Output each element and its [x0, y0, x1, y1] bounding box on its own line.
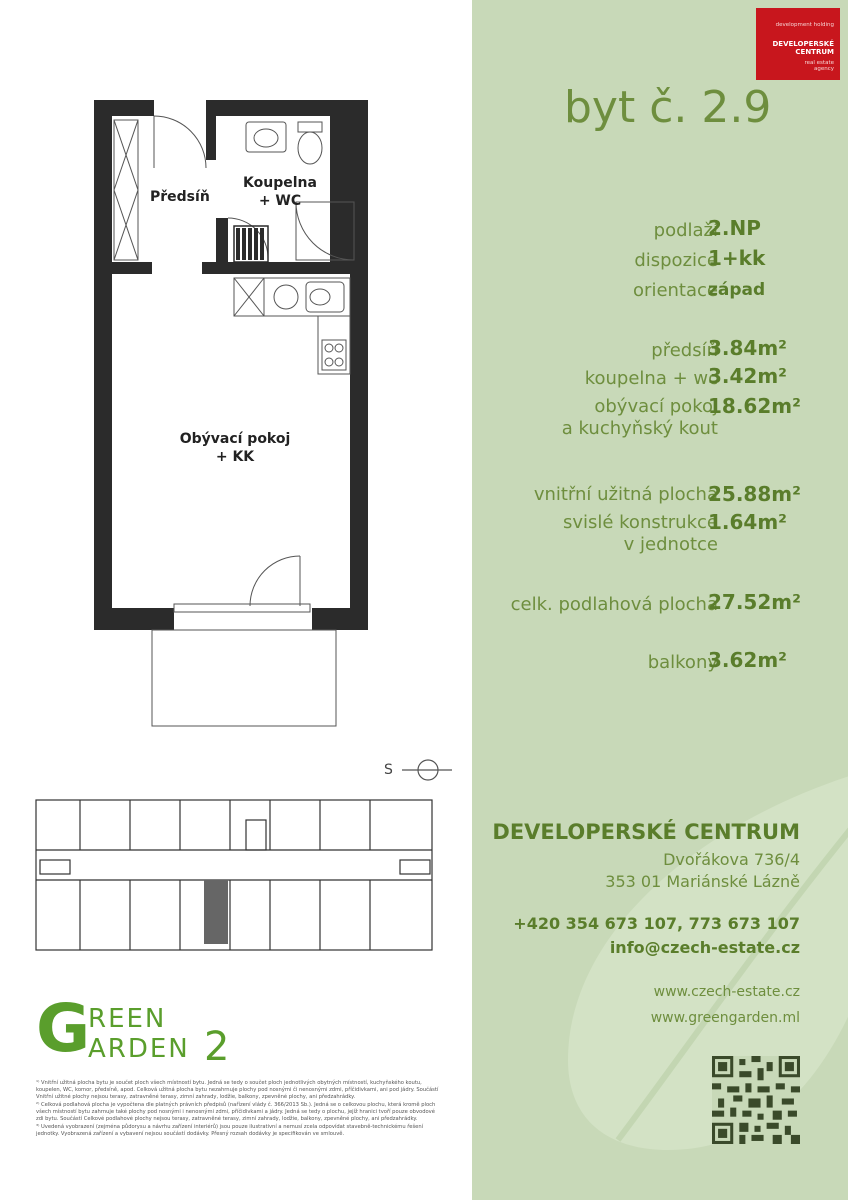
footnote-2: ²⁾ Celková podlahová plocha je vypočtena dle platných právních předpisů (nařízení vlády č. 366/2013 Sb.). Jedná se o celkovou plochu, která kromě ploch všech místností bytu zahrnuje také plochy pod nosnými i nenosnými zdmi, příčidivkami a jádry. Jedná se tedy o plochu, jejíž hranici tvoří pouze obvodové zdi bytu. Součástí Celkové podlahové plochy nejsou terasy, zatravněné terasy, zimní zahrady, lodžie, balkony, zpevněné plochy, ani předzahrádky. — [36, 1102, 436, 1122]
row-constructions — [472, 510, 848, 560]
floor-plan — [84, 92, 384, 732]
orientation-value: západ — [708, 280, 766, 300]
logo-number: 2 — [204, 1024, 230, 1070]
row-layout — [472, 246, 848, 276]
row-usable-area — [472, 482, 848, 512]
footnotes — [36, 1080, 444, 1139]
logo-g: G — [36, 990, 91, 1067]
agency-logo-line1: development holding — [775, 22, 834, 28]
floor-total-value: 27.52m² — [708, 590, 801, 614]
agency-logo-line2: DEVELOPERSKÉ CENTRUM — [772, 40, 834, 56]
company-city: 353 01 Mariánské Lázně — [605, 872, 800, 891]
room-bathroom-line1: Koupelna — [243, 175, 317, 191]
website-link-2[interactable]: www.greengarden.ml — [650, 1010, 800, 1026]
company-name: DEVELOPERSKÉ CENTRUM — [492, 820, 800, 844]
row-living — [472, 394, 848, 444]
orientation-label: orientace — [633, 280, 718, 301]
company-email[interactable]: info@czech-estate.cz — [609, 938, 800, 957]
balcony-value: 3.62m² — [708, 648, 787, 672]
logo-reen: REEN — [88, 1004, 167, 1034]
agency-logo-line3: real estate agency — [804, 60, 834, 72]
qr-code-icon[interactable] — [712, 1056, 800, 1144]
room-hall: Předsíň — [150, 189, 210, 205]
footnote-3: ³⁾ Uvedená vyobrazení (zejména půdorysu a návrhu zařízení interiérů) jsou pouze ilustrativní a nemusí zcela odpovídat stavebně-technickému řešení jednotky. Vyobrazená zařízení a vybavení nejsou součástí dodávky. Přesný rozsah dodávky je specifikován ve smlouvě. — [36, 1124, 424, 1137]
living-label: obývací pokoj — [594, 396, 718, 417]
row-floor — [472, 216, 848, 246]
constructions-label-2: v jednotce — [623, 534, 718, 555]
living-label-2: a kuchyňský kout — [561, 418, 718, 439]
row-orientation — [472, 278, 848, 308]
row-balcony — [472, 648, 848, 678]
usable-area-label: vnitřní užitná plocha — [533, 484, 718, 505]
row-floor-total — [472, 590, 848, 620]
constructions-value: 1.64m² — [708, 510, 787, 534]
site-plan — [20, 750, 460, 970]
constructions-label: svislé konstrukce — [562, 512, 718, 533]
footnote-1: ¹⁾ Vnitřní užitná plocha bytu je součet ploch všech místností bytu. Jedná se tedy o součet ploch jednotlivých obytných místností, kuchyňského koutu, koupelen, WC, komor, předsíně, apod. Celková užitná plocha bytu nezahrnuje plochy pod nosnými či nenosnými zdmi, příčidivkami, ani pod jádry. Součástí Vnitřní užitné plochy nejsou terasy, zatravněné terasy, zimní zahrady, lodžie, balkony, zpevněné plochy, ani předzahrádky. — [36, 1080, 439, 1100]
bathroom-label: koupelna + wc — [584, 368, 718, 389]
room-bathroom-line2: + WC — [258, 193, 302, 209]
row-bathroom — [472, 364, 848, 394]
logo-arden: ARDEN — [88, 1034, 190, 1064]
layout-label: dispozice — [634, 250, 718, 271]
hall-label: předsíň — [651, 340, 718, 361]
floor-value: 2.NP — [708, 216, 761, 240]
balcony-label: balkony — [647, 652, 718, 673]
apartment-title: byt č. 2.9 — [564, 82, 772, 133]
right-panel — [472, 0, 848, 1200]
company-phone[interactable]: +420 354 673 107, 773 673 107 — [513, 914, 800, 933]
compass-label: S — [384, 762, 393, 778]
bathroom-value: 3.42m² — [708, 364, 787, 388]
usable-area-value: 25.88m² — [708, 482, 801, 506]
room-living-line1: Obývací pokoj — [179, 431, 291, 447]
floor-total-label: celk. podlahová plocha — [510, 594, 718, 615]
agency-logo[interactable] — [756, 8, 840, 80]
room-bathroom — [238, 174, 322, 210]
layout-value: 1+kk — [708, 246, 766, 270]
website-link-1[interactable]: www.czech-estate.cz — [653, 984, 800, 1000]
floor-label: podlaží — [653, 220, 718, 241]
project-logo — [36, 990, 256, 1072]
room-living-line2: + KK — [215, 449, 255, 465]
company-street: Dvořákova 736/4 — [663, 850, 800, 869]
room-living — [170, 430, 300, 466]
living-value: 18.62m² — [708, 394, 801, 418]
row-hall — [472, 336, 848, 366]
hall-value: 3.84m² — [708, 336, 787, 360]
